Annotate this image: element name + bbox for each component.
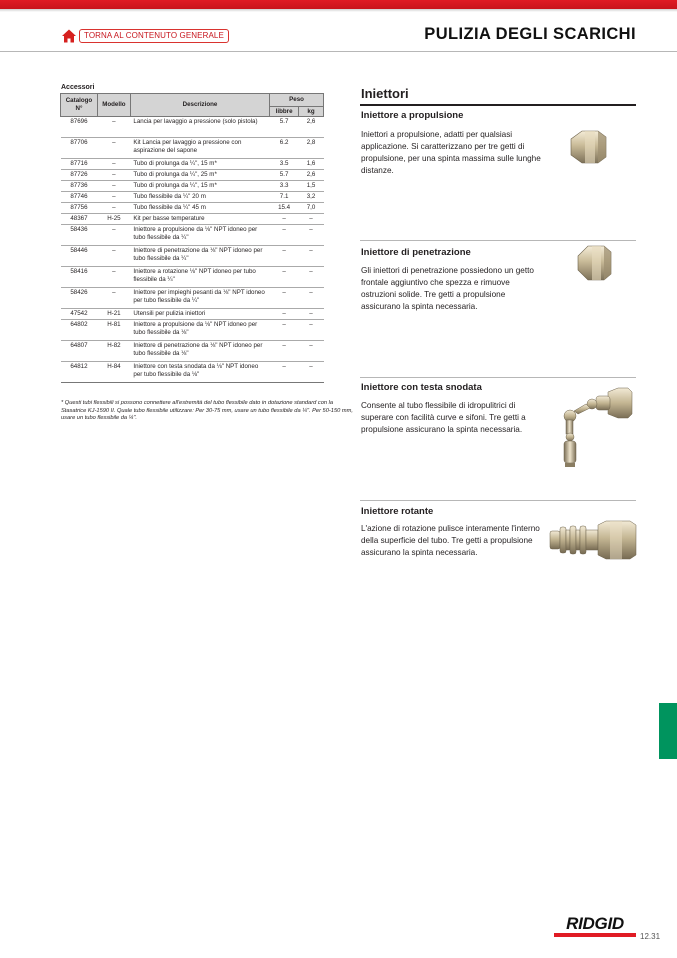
cell-lb: – (270, 246, 299, 267)
table-row (61, 341, 324, 362)
cell-kg: – (299, 246, 324, 267)
cell-description: Iniettore per impieghi pesanti da ⅛" NPT idoneo per tubo flessibile da ¼" (130, 288, 269, 309)
cell-model: – (97, 117, 130, 138)
cell-description: Tubo flessibile da ¼" 20 m (130, 192, 269, 203)
col-header-kg: kg (299, 107, 324, 117)
cell-lb: 7.1 (270, 192, 299, 203)
page-title: PULIZIA DEGLI SCARICHI (424, 25, 636, 43)
title-divider (0, 51, 677, 52)
cell-catalog: 64812 (61, 362, 98, 383)
cell-model: – (97, 192, 130, 203)
table-row (61, 159, 324, 170)
cell-kg: 3,2 (299, 192, 324, 203)
col-header-description: Descrizione (130, 94, 269, 117)
cell-description: Tubo di prolunga da ¼", 15 m* (130, 181, 269, 192)
block-text-swivel: Consente al tubo flessibile di idropulitrici di superare con facilità curve e sifoni. Tre getti a propulsione assicurano la spinta necessaria. (361, 401, 526, 434)
table-row (61, 320, 324, 341)
cell-catalog: 87756 (61, 203, 98, 214)
cell-model: – (97, 288, 130, 309)
cell-kg: 7,0 (299, 203, 324, 214)
section-tab (659, 703, 677, 759)
table-row (61, 309, 324, 320)
cell-kg: – (299, 225, 324, 246)
cell-catalog: 58446 (61, 246, 98, 267)
cell-description: Tubo di prolunga da ¼", 15 m* (130, 159, 269, 170)
cell-model: H-81 (97, 320, 130, 341)
cell-model: – (97, 138, 130, 159)
cell-kg: – (299, 362, 324, 383)
cell-description: Iniettore a propulsione da ⅛" NPT idoneo per tubo flessibile da ⅛" (130, 320, 269, 341)
cell-catalog: 87706 (61, 138, 98, 159)
table-row (61, 138, 324, 159)
cell-model: – (97, 246, 130, 267)
cell-lb: – (270, 267, 299, 288)
block-title-swivel: Iniettore con testa snodata (361, 382, 482, 393)
cell-model: H-82 (97, 341, 130, 362)
cell-lb: – (270, 288, 299, 309)
cell-catalog: 87716 (61, 159, 98, 170)
cell-description: Iniettore a propulsione da ⅛" NPT idoneo per tubo flessibile da ¼" (130, 225, 269, 246)
cell-catalog: 64802 (61, 320, 98, 341)
cell-kg: – (299, 341, 324, 362)
cell-kg: 2,6 (299, 117, 324, 138)
cell-description: Iniettore di penetrazione da ⅛" NPT idoneo per tubo flessibile da ¼" (130, 246, 269, 267)
table-row (61, 203, 324, 214)
cell-lb: – (270, 309, 299, 320)
cell-lb: – (270, 341, 299, 362)
cell-description: Tubo flessibile da ¼" 45 m (130, 203, 269, 214)
cell-description: Kit per basse temperature (130, 214, 269, 225)
table-row (61, 181, 324, 192)
cell-description: Iniettore di penetrazione da ⅛" NPT idoneo per tubo flessibile da ⅛" (130, 341, 269, 362)
cell-description: Lancia per lavaggio a pressione (solo pistola) (130, 117, 269, 138)
table-row (61, 267, 324, 288)
page-number: 12.31 (640, 932, 661, 941)
block-divider-2 (360, 377, 636, 378)
cell-kg: 2,8 (299, 138, 324, 159)
cell-description: Kit Lancia per lavaggio a pressione con aspirazione del sapone (130, 138, 269, 159)
col-header-weight: Peso (270, 94, 324, 107)
cell-lb: 5.7 (270, 170, 299, 181)
cell-kg: – (299, 267, 324, 288)
col-header-catalog: Catalogo N° (61, 94, 98, 117)
table-row (61, 117, 324, 138)
cell-catalog: 47542 (61, 309, 98, 320)
cell-lb: – (270, 362, 299, 383)
top-shadow (0, 9, 677, 12)
cell-model: H-21 (97, 309, 130, 320)
cell-lb: 5.7 (270, 117, 299, 138)
cell-catalog: 87726 (61, 170, 98, 181)
home-icon[interactable] (61, 28, 77, 44)
cell-description: Iniettore a rotazione ⅛" NPT idoneo per tubo flessibile da ¼" (130, 267, 269, 288)
block-text-propulsion: Iniettori a propulsione, adatti per qualsiasi applicazione. Si caratterizzano per tre getti di propulsione, per una spinta massima sulle lunghe distanze. (361, 130, 541, 175)
cell-model: – (97, 181, 130, 192)
cell-description: Utensili per pulizia iniettori (130, 309, 269, 320)
accessories-table (60, 93, 324, 383)
table-row (61, 246, 324, 267)
cell-model: H-25 (97, 214, 130, 225)
table-row (61, 192, 324, 203)
swivel-injector-image (548, 384, 634, 472)
section-heading-rule (360, 104, 636, 106)
table-row (61, 214, 324, 225)
block-text-rotating: L'azione di rotazione pulisce interamente l'interno della superficie del tubo. Tre getti a propulsione assicurano la spinta necessaria. (361, 524, 540, 557)
rotating-injector-image (548, 519, 638, 561)
section-heading: Iniettori (361, 86, 409, 101)
block-title-penetration: Iniettore di penetrazione (361, 247, 471, 258)
block-text-penetration: Gli iniettori di penetrazione possiedono un getto frontale aggiuntivo che spezza e rimuove ostruzioni solide. Tre getti a propulsione assicurano la spinta necessaria. (361, 266, 534, 311)
col-header-model: Modello (97, 94, 130, 117)
logo-text: RIDGID (566, 914, 624, 933)
cell-catalog: 48367 (61, 214, 98, 225)
cell-kg: – (299, 320, 324, 341)
cell-lb: – (270, 214, 299, 225)
cell-kg: 1,6 (299, 159, 324, 170)
ridgid-logo (552, 913, 638, 939)
table-row (61, 362, 324, 383)
table-row (61, 225, 324, 246)
table-footnote: * Questi tubi flessibili si possono connettere all'estremità del tubo flessibile dato in dotazione standard con la Stasatrice KJ-1590 II. Quale tubo flessibile utilizzare: Per 30-75 mm, usare un tubo flessibile da ¼". Per 50-150 mm, usare un tubo flessibile da ¼". (61, 400, 353, 422)
cell-lb: 3.3 (270, 181, 299, 192)
cell-kg: – (299, 214, 324, 225)
cell-model: – (97, 225, 130, 246)
cell-lb: – (270, 225, 299, 246)
block-divider-1 (360, 240, 636, 241)
col-header-lb: libbre (270, 107, 299, 117)
cell-lb: 3.5 (270, 159, 299, 170)
top-red-bar (0, 0, 677, 9)
block-divider-3 (360, 500, 636, 501)
cell-catalog: 64807 (61, 341, 98, 362)
block-title-rotating: Iniettore rotante (361, 506, 434, 517)
cell-model: – (97, 159, 130, 170)
cell-description: Iniettore con testa snodata da ⅛" NPT idoneo per tubo flessibile da ⅛" (130, 362, 269, 383)
cell-model: – (97, 170, 130, 181)
cell-kg: – (299, 309, 324, 320)
cell-catalog: 58416 (61, 267, 98, 288)
table-row (61, 170, 324, 181)
cell-catalog: 58426 (61, 288, 98, 309)
propulsion-injector-image (568, 127, 608, 167)
table-row (61, 288, 324, 309)
penetration-injector-image (574, 243, 614, 283)
block-title-propulsion: Iniettore a propulsione (361, 110, 464, 121)
cell-model: – (97, 267, 130, 288)
cell-catalog: 87746 (61, 192, 98, 203)
cell-lb: 15.4 (270, 203, 299, 214)
cell-lb: – (270, 320, 299, 341)
cell-kg: – (299, 288, 324, 309)
back-link-label[interactable]: TORNA AL CONTENUTO GENERALE (79, 29, 229, 43)
cell-catalog: 87696 (61, 117, 98, 138)
cell-model: – (97, 203, 130, 214)
cell-model: H-84 (97, 362, 130, 383)
cell-catalog: 58436 (61, 225, 98, 246)
cell-lb: 6.2 (270, 138, 299, 159)
accessories-title: Accessori (61, 84, 95, 91)
cell-description: Tubo di prolunga da ¼", 25 m* (130, 170, 269, 181)
cell-kg: 1,5 (299, 181, 324, 192)
cell-catalog: 87736 (61, 181, 98, 192)
cell-kg: 2,6 (299, 170, 324, 181)
back-to-contents-link[interactable] (61, 28, 229, 44)
